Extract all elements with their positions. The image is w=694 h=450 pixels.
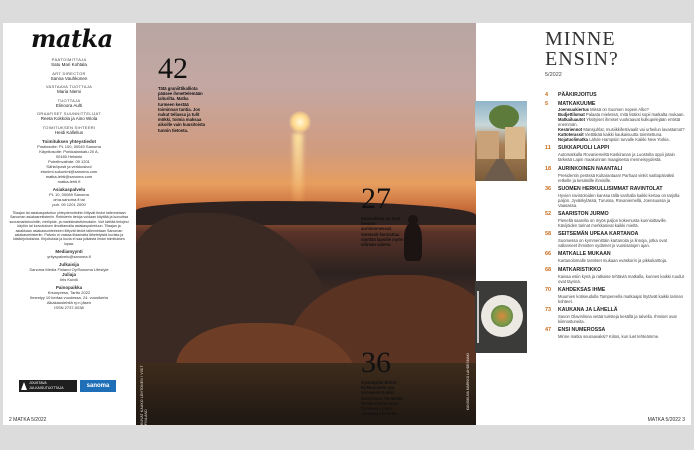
toc-title-line: MINNE <box>545 28 616 50</box>
toc-entry[interactable] <box>545 101 687 142</box>
staff-name: Satu Mari Kohtala <box>51 62 87 67</box>
printing-line: Aikakauslehtiä ry:n jäsen <box>46 300 92 306</box>
callout-page-27[interactable] <box>361 182 407 248</box>
toc-subitem <box>558 137 687 142</box>
staff-name: Elinoora Aulti <box>55 102 83 108</box>
sun-glow <box>289 111 311 133</box>
toc-description: Hyvien ravintoloiden kanssa tällä vanhalla kaikki kertaa on tarjolla paljon. Jyväskylässä, Turussa, Rovaniemellä, Joensuussa ja Vaasassa. <box>558 192 680 208</box>
photo-credit: KUVAT KAUKO LEHTONEN / VISIT FINLAND <box>140 365 148 425</box>
masthead-column <box>3 23 135 425</box>
sunset-archipelago-photo <box>136 23 476 425</box>
toc-heading: AURINKOINEN NAANTALI <box>558 165 623 172</box>
printing <box>9 285 129 310</box>
callout-page-42[interactable] <box>158 52 206 133</box>
toc-description: Presidentin perässä Kultarantaan! Parhaat vinkit naittopäiväksi retkelle ja kesäisille ihmisille. <box>558 172 675 183</box>
staff-role: TOIMITUKSEN SIHTEERI <box>42 124 96 130</box>
staff-role: TUOTTAJA <box>57 97 81 103</box>
toc-heading: MATKARISTIKKO <box>558 266 602 273</box>
customer-service <box>9 187 129 207</box>
tree <box>489 105 519 129</box>
toc-description: Muumien kotiseudulla Tampereella matkaajat löytävät kaikki tarinan kohteet. <box>558 293 683 304</box>
house <box>477 131 499 159</box>
cover-credit: KANSIKUVA MARKKU LAHDESMAKI <box>466 353 470 411</box>
media-sales-title: Mediamyynti <box>55 249 83 255</box>
publisher-logos <box>19 379 119 393</box>
toc-heading: PÄÄKIRJOITUS <box>558 92 597 98</box>
toc-heading: MATKALLE MUKAAN <box>558 251 611 258</box>
publisher-extra-title: Juliaja <box>61 272 76 278</box>
publisher-title: Julkaisija <box>58 262 80 268</box>
naantali-street-photo <box>475 101 527 181</box>
toc-subitem-text: Yksityiset ihmiset vuokraavat kulkupelejään entistä enemmän. <box>558 117 681 128</box>
printing-title: Painopaikka <box>55 285 83 291</box>
printing-line: Krsonpress, Tartto 2022 <box>47 290 91 296</box>
toc-subitem-text: Palaata mielessä, mitä lisäksi sopii matkalta mukaan. <box>584 112 685 118</box>
toc-page-number: 11 <box>545 145 551 152</box>
contact-line: puh. 09 1201 2000 <box>52 202 86 207</box>
toc-subitem <box>558 117 687 127</box>
contact-line: Postiosoite: PL 100, 00040 Sanoma <box>37 144 101 149</box>
responsible-publisher-logo: JOUSTAVA JULKAISUTUOTTAJA <box>19 380 77 392</box>
contact-line: oma.sanoma.fi tai <box>53 197 85 202</box>
toc-description: Pienellä saarella on myös paljon kokemusta kunnioittaville. Kävijöiden tarinat merkkasivat kaikki mieltä. <box>558 217 667 228</box>
editorial-contact-title: Toimituksen yhteystiedot <box>42 139 96 144</box>
toc-heading: SEITSEMÄN UPEAA KARTANOA <box>558 231 639 238</box>
staff-role: VASTAAVA TUOTTAJA <box>45 84 93 89</box>
callout-text: Tätä graniittikalliota pääsee ihmettelemään laiturilta. Matka turmeen kestää toiminnan tuntia. Jos nukut tellassa ja tulit mökki, toimia maksaa aikoille vain kuusitoista tunnin tietosta. <box>158 86 206 133</box>
contact-line: Sähköposti ja verkkosivut <box>46 164 92 169</box>
toc-title-line: ENSIN? <box>545 48 619 70</box>
staff-name: Heidi Kallelius <box>54 129 84 135</box>
toc-heading: MATKAKUUME <box>558 101 596 108</box>
toc-description: Suomessa on kymmenittäin kartanoita ja linnoja, jotka ovat vallanneet ihmisten sydämet jo vuosisatojen ajan. <box>558 238 667 249</box>
toc-page-number: 70 <box>545 286 552 293</box>
staff-entry <box>9 111 129 122</box>
toc-subitem-title: Budjettilomat <box>558 112 585 118</box>
contact-line: Käyntiosoite: Porkkalankatu 20 A, <box>39 149 99 154</box>
toc-page-number: 47 <box>545 327 552 334</box>
publisher <box>9 262 129 282</box>
staff-entry <box>9 71 129 82</box>
callout-number: 42 <box>158 52 188 85</box>
staff-name: Sanna Vauhkonen <box>50 75 88 81</box>
toc-page-number: 66 <box>545 251 552 258</box>
callout-number: 36 <box>361 346 391 379</box>
callout-text: Jyväskylän Bistro Kirkkopuisto saa nimeensä Kaikki Suomessa. Itä-Idästä herkkuruokia koko Suomeen, josta Jyväskylä kiittelee. <box>361 380 403 417</box>
restaurant-dish-photo <box>475 281 527 353</box>
printing-line: ISSN 2737-0038 <box>54 305 84 311</box>
toc-entry[interactable] <box>545 287 687 304</box>
toc-page-number: 68 <box>545 266 552 273</box>
toc-entry[interactable] <box>545 92 687 98</box>
printing-line: Ilmestyy 10 kertaa vuodessa, 24. vuosikerta <box>30 295 108 301</box>
staff-list <box>9 57 129 135</box>
toc-heading: KAHDEKSAS IHME <box>558 286 606 293</box>
toc-heading: SUOMEN HERKULLISIMMAT RAVINTOLAT <box>558 185 663 192</box>
issue-number: 5/2022 <box>545 72 562 78</box>
foreground-grass <box>136 363 476 425</box>
toc-heading: KAUKANA JA LÄHELLÄ <box>558 306 618 313</box>
toc-entry[interactable] <box>545 166 687 183</box>
toc-subitem-title: Kesäriennot <box>558 127 583 133</box>
toc-page-number: 73 <box>545 306 552 313</box>
magazine-spread <box>3 23 691 425</box>
table-of-contents <box>541 23 691 425</box>
toc-subitem-text: Missä on Suomen nopein Alko? <box>588 107 649 113</box>
contact-email[interactable]: matka-lehti@sanoma.com <box>45 174 93 179</box>
page-number-right: MATKA 5/2022 3 <box>647 417 685 423</box>
toc-description: Kartanolomalle tarvitset mukaan eväskorin ja pikkukarttoja. <box>558 258 668 264</box>
toc-description: Automatkalla Rovaniemeltä Kaskiranan ja Luostolta oppii jotain tärkeää Lapin maakunnan maagisesta menneisyydestä. <box>558 152 675 163</box>
toc-entry[interactable] <box>545 231 687 248</box>
editorial-contact <box>9 139 129 184</box>
contact-email[interactable]: etunimi.sukunimi@sanoma.com <box>40 169 98 174</box>
toc-list <box>545 92 687 339</box>
sun-reflection <box>293 133 303 205</box>
page-number-left: 2 MATKA 5/2022 <box>9 417 47 423</box>
contact-line: Puhelinvaihde: 09 1201 <box>48 159 90 164</box>
toc-entry[interactable] <box>545 251 687 263</box>
toc-title <box>545 29 687 69</box>
toc-entry[interactable] <box>545 267 687 284</box>
staff-name: Reeta Kokkola ja Aino Wiola <box>40 116 98 121</box>
toc-entry[interactable] <box>545 186 687 208</box>
toc-description: Savon Olavinlinna vetää turisteja kesällä ja talvella. Ihmiset ovat kiinnostuneita. <box>558 313 677 324</box>
privacy-notice: Tilaajan tai asiakaspalvelun yhteydenottoihin liittyvät tiedot tallennetaan Sanoman asiakasrekisteriin. Rekisterin tietoja voidaan käyttää ja luovuttaa suoramarkkinointiin, mielipide- ja markkinatutkimuksiin. Voit kieltää tietojesi käytön tai luovutuksen ilmoittamalla asiakaspalveluun. Tilaajan ja asiakkaan asiakassuhteeseen liittyvät tiedot tallennetaan Sanoman asiakasrekisteriin. Palvelu ei vastaa tilaamatta lähetetyistä kuvista ja käsikirjoituksista. Kirjoituksia ja kuvia ei saa julkaista ilman toimituksen lupaa. <box>9 211 129 246</box>
toc-subitem-title: Nojatuolimatka <box>558 137 589 143</box>
house <box>505 127 525 159</box>
food <box>491 305 513 327</box>
publisher-extra-name: Iiris Kuivik <box>59 277 78 283</box>
staff-entry <box>9 98 129 109</box>
media-sales-email[interactable]: yrityspalvelu@sanoma.fi <box>47 254 91 260</box>
toc-subitem-text: Viettäkää kaikki kaukaisuutta toimitettuna. <box>583 132 663 138</box>
website-link[interactable]: matka-lehti.fi <box>57 179 81 184</box>
toc-subitem-title: Matkailuautot <box>558 117 585 123</box>
toc-heading: SUKKAPUOLI LAPPI <box>558 145 610 152</box>
toc-heading: SAARISTON JURMO <box>558 210 609 217</box>
toc-page-number: 36 <box>545 185 552 192</box>
toc-heading: ENSI NUMEROSSA <box>558 327 606 334</box>
toc-subitem-text: Mansjuhlat, musiikkifestivaalit vai urheilun lavastamot? <box>582 127 685 133</box>
toc-page-number: 58 <box>545 231 552 238</box>
fork <box>477 291 479 343</box>
contact-line: 00180 Helsinki <box>55 154 83 159</box>
callout-page-36[interactable] <box>361 346 407 417</box>
publisher-name: Sanoma Media Finland Oy/Sanoma Lifestyle <box>29 267 109 273</box>
sanoma-logo: sanoma <box>80 380 116 392</box>
toc-description: Minne matka seuraavaksi? Kiitos, kun luet lehteämme. <box>558 334 660 340</box>
toc-page-number: 5 <box>545 101 549 108</box>
toc-subitem-title: Joensuukiertus <box>558 107 589 113</box>
toc-description: Kaivaa esiin kynä ja ratkaise tehtäviä matkalla, kunnes kaikki ruudut ovat täynnä. <box>558 273 684 284</box>
toc-entry[interactable] <box>545 211 687 228</box>
staff-role: GRAAFISET SUUNNITTELIJAT <box>37 111 101 116</box>
staff-entry <box>9 84 129 95</box>
toc-page-number: 52 <box>545 210 552 217</box>
callout-text: Naantalissa on tänä kesänä aurinkomessut. Varmasti kannattaa näyttää lapsille myös vihreän sateen. <box>361 216 404 248</box>
staff-entry <box>9 125 129 136</box>
customer-service-title: Asiakaspalvelu <box>52 187 86 192</box>
toc-entry[interactable] <box>545 327 687 339</box>
staff-entry <box>9 57 129 68</box>
toc-page-number: 4 <box>545 92 549 98</box>
staff-name: Maria Niemi <box>56 89 81 94</box>
staff-role: PÄÄTOIMITTAJA <box>51 57 87 62</box>
toc-subitem-text: Lähde Hampsiin turvalle Kaikki New Yorkia. <box>588 137 670 143</box>
toc-subitem-title: Kattoterassit <box>558 132 584 138</box>
callout-number: 27 <box>361 182 391 215</box>
road <box>483 159 517 181</box>
contact-line: PL 10, 00089 Sanoma <box>49 192 89 197</box>
toc-page-number: 18 <box>545 165 552 172</box>
magazine-logo: matka <box>31 24 113 53</box>
toc-entry[interactable] <box>545 145 687 162</box>
staff-role: ART DIRECTOR <box>52 70 86 76</box>
toc-entry[interactable] <box>545 307 687 324</box>
media-sales <box>9 249 129 259</box>
